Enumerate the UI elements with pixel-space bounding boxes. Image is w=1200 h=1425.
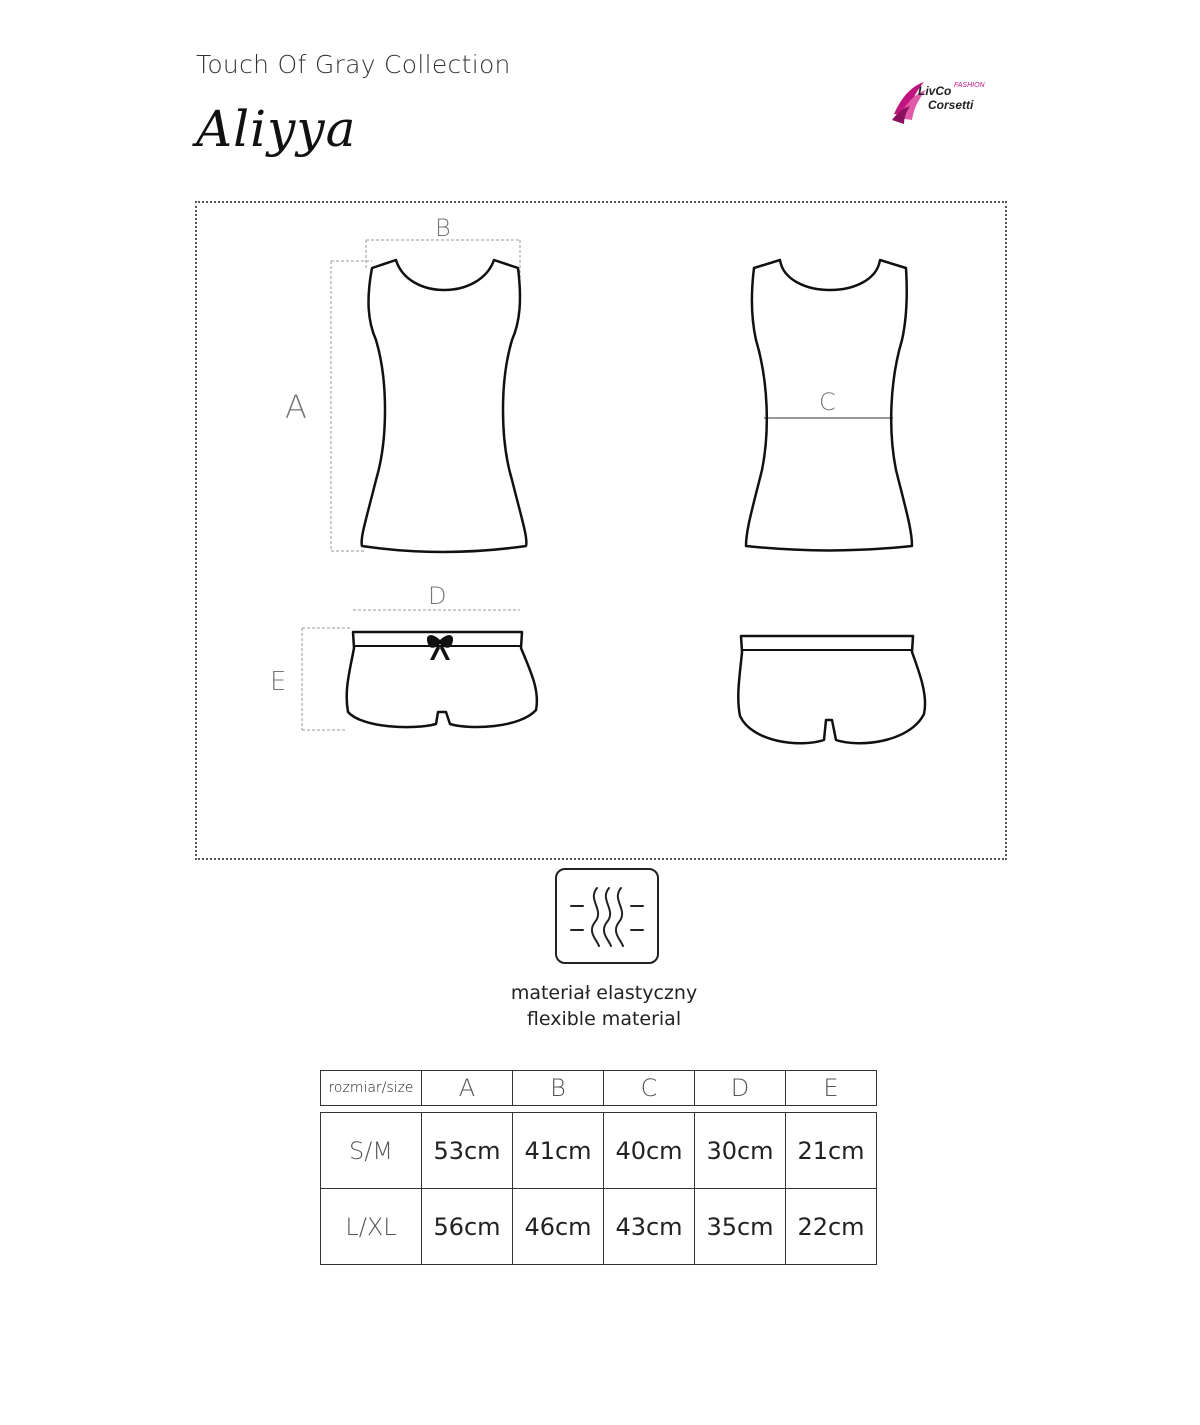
logo-text-2: Corsetti	[928, 98, 974, 112]
table-cell: 56cm	[422, 1189, 513, 1265]
material-label-en: flexible material	[526, 1008, 682, 1030]
product-name: Aliyya	[196, 100, 357, 158]
table-cell: 41cm	[513, 1113, 604, 1189]
stretch-icon	[555, 868, 659, 964]
shorts-back	[738, 636, 925, 743]
dim-label-d: D	[428, 582, 447, 610]
size-table-header	[320, 1070, 877, 1106]
column-header-a: A	[422, 1071, 513, 1106]
dim-label-b: B	[435, 214, 451, 242]
table-cell: 22cm	[786, 1189, 877, 1265]
size-label: S/M	[321, 1113, 422, 1189]
table-cell: 21cm	[786, 1113, 877, 1189]
tank-top-front	[362, 260, 527, 552]
table-cell: 35cm	[695, 1189, 786, 1265]
column-header-e: E	[786, 1071, 877, 1106]
table-cell: 46cm	[513, 1189, 604, 1265]
size-table	[320, 1112, 877, 1265]
size-label: L/XL	[321, 1189, 422, 1265]
column-header-d: D	[695, 1071, 786, 1106]
bow-icon	[427, 635, 453, 660]
logo-tag: FASHION	[954, 82, 985, 89]
table-cell: 40cm	[604, 1113, 695, 1189]
table-cell: 30cm	[695, 1113, 786, 1189]
collection-title: Touch Of Gray Collection	[196, 50, 511, 79]
size-column-header: rozmiar/size	[321, 1071, 422, 1106]
column-header-c: C	[604, 1071, 695, 1106]
material-label-pl: materiał elastyczny	[510, 982, 698, 1004]
dim-label-a: A	[285, 388, 307, 426]
table-row	[321, 1189, 877, 1265]
dim-label-c: C	[819, 388, 836, 416]
logo-text-1: LivCo	[918, 84, 952, 98]
table-row	[321, 1113, 877, 1189]
table-cell: 53cm	[422, 1113, 513, 1189]
table-cell: 43cm	[604, 1189, 695, 1265]
column-header-b: B	[513, 1071, 604, 1106]
dim-label-e: E	[270, 667, 287, 697]
